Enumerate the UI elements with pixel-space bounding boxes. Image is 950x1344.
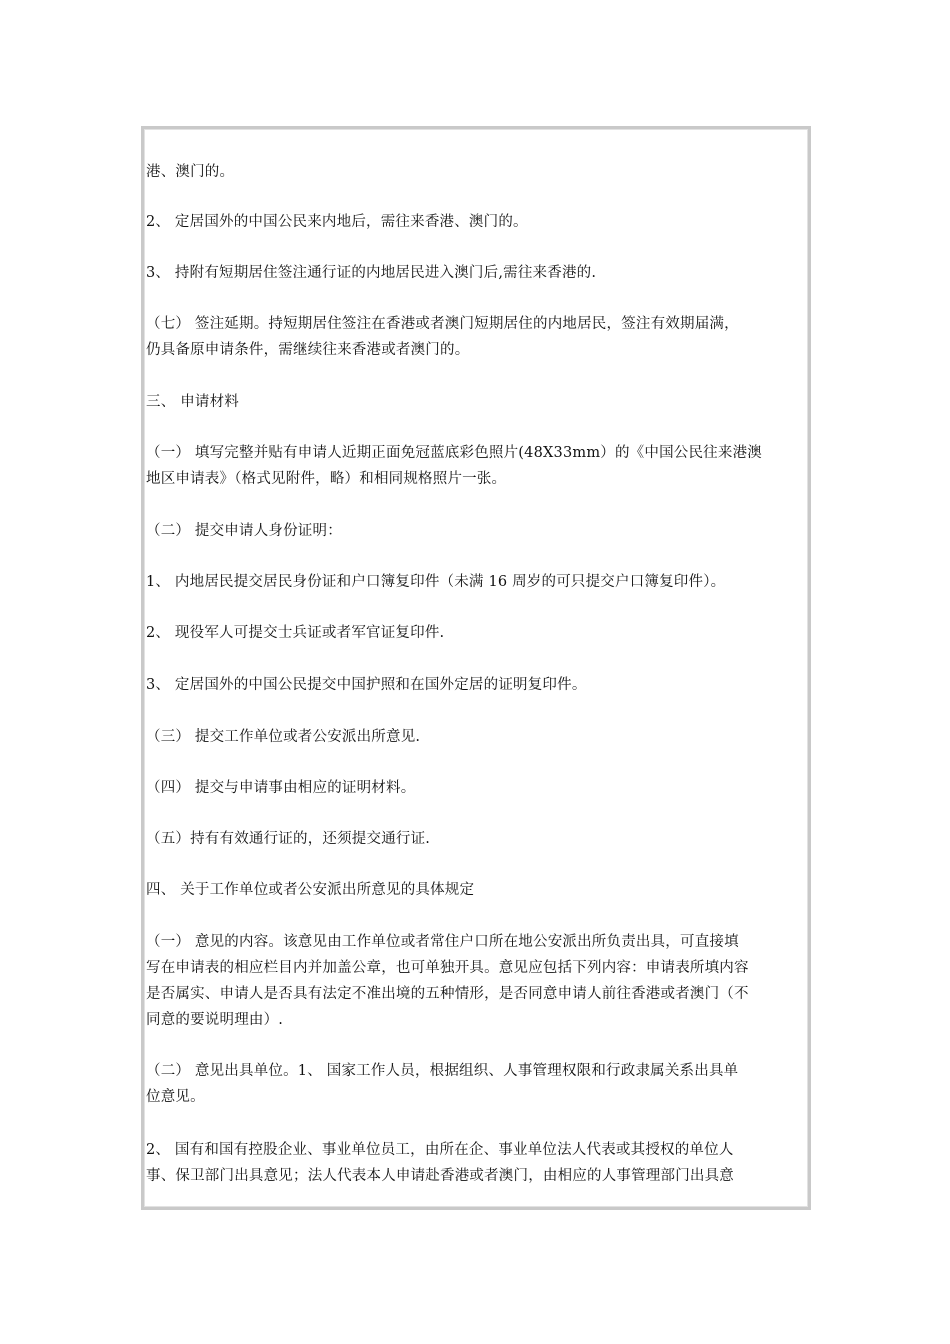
text-line: 1、 内地居民提交居民身份证和户口簿复印件（未满 16 周岁的可只提交户口簿复印件）。 [146,574,726,590]
paragraph-overseas-citizens [146,209,796,235]
paragraph-opinion-issuer [146,1058,796,1110]
paragraph-mainland-id [146,569,796,595]
text-line: （二） 意见出具单位。1、 国家工作人员，根据组织、人事管理权限和行政隶属关系出具单 [146,1063,739,1079]
text-line: 三、 申请材料 [146,394,240,410]
text-line: 同意的要说明理由）. [146,1012,284,1028]
text-line: 3、 持附有短期居住签注通行证的内地居民进入澳门后,需往来香港的. [146,265,597,281]
text-line: 2、 现役军人可提交士兵证或者军官证复印件. [146,625,445,641]
paragraph-supporting-materials [146,775,796,801]
paragraph-employer-opinion [146,724,796,750]
text-line: （七） 签注延期。持短期居住签注在香港或者澳门短期居住的内地居民，签注有效期届满， [146,316,739,332]
text-line: 地区申请表》（格式见附件，略）和相同规格照片一张。 [146,471,507,487]
paragraph-identity-proof [146,518,796,544]
paragraph-military-id [146,620,796,646]
section-heading-application-materials [146,389,796,415]
document-frame [141,126,811,1210]
paragraph-state-enterprise [146,1137,796,1189]
paragraph-opinion-content [146,929,796,1033]
text-line: 2、 定居国外的中国公民来内地后，需往来香港、澳门的。 [146,214,528,230]
section-heading-opinion-rules [146,877,796,903]
paragraph-application-form [146,440,796,492]
paragraph-valid-permit [146,826,796,852]
text-line: 事、保卫部门出具意见；法人代表本人申请赴香港或者澳门，由相应的人事管理部门出具意 [146,1168,734,1184]
paragraph-overseas-passport [146,672,796,698]
text-line: 位意见。 [146,1089,205,1105]
text-line: （五）持有有效通行证的，还须提交通行证. [146,831,431,847]
text-line: 四、 关于工作单位或者公安派出所意见的具体规定 [146,882,475,898]
text-line: 2、 国有和国有控股企业、事业单位员工，由所在企、事业单位法人代表或其授权的单位人 [146,1142,734,1158]
paragraph-short-term-macau [146,260,796,286]
text-line: 港、澳门的。 [146,164,235,180]
text-line: （二） 提交申请人身份证明： [146,523,342,539]
text-line: （三） 提交工作单位或者公安派出所意见. [146,729,421,745]
text-line: （一） 意见的内容。该意见由工作单位或者常住户口所在地公安派出所负责出具，可直接填 [146,934,739,950]
text-line: （四） 提交与申请事由相应的证明材料。 [146,780,416,796]
paragraph-continued-hk-macau [146,159,796,185]
text-line: （一） 填写完整并贴有申请人近期正面免冠蓝底彩色照片(48X33mm）的《中国公民往来港澳 [146,445,762,461]
text-line: 是否属实、申请人是否具有法定不准出境的五种情形，是否同意申请人前往香港或者澳门（不 [146,986,749,1002]
paragraph-endorsement-extension [146,311,796,363]
text-line: 3、 定居国外的中国公民提交中国护照和在国外定居的证明复印件。 [146,677,587,693]
frame-inner-border [144,129,808,1207]
text-line: 仍具备原申请条件，需继续往来香港或者澳门的。 [146,342,470,358]
text-line: 写在申请表的相应栏目内并加盖公章，也可单独开具。意见应包括下列内容：申请表所填内容 [146,960,749,976]
